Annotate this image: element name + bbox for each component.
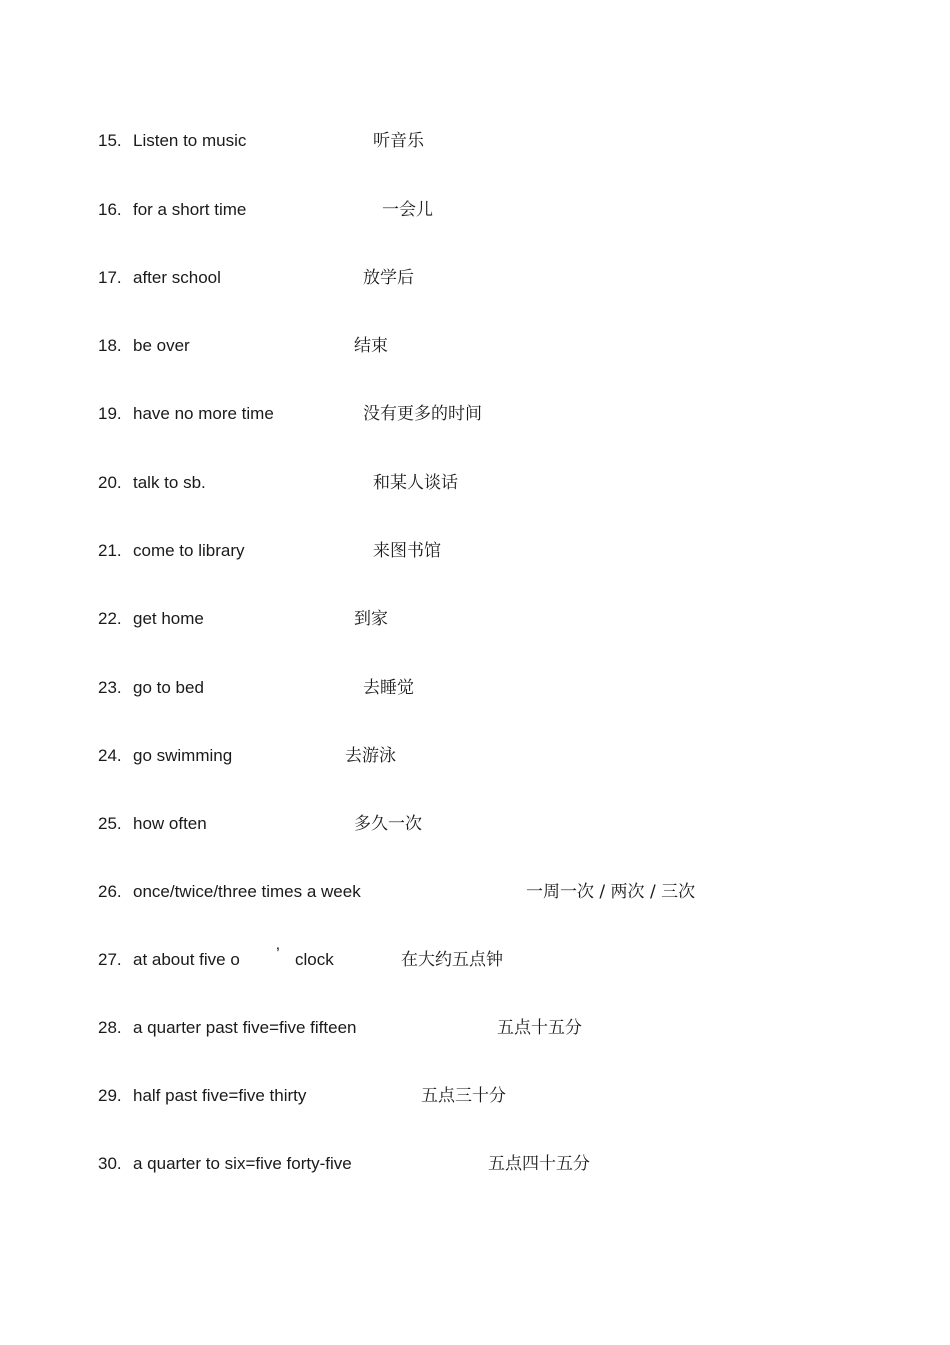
english-phrase: half past five=five thirty [133, 1086, 307, 1105]
chinese-translation: 没有更多的时间 [363, 404, 482, 424]
item-number: 18. [98, 336, 122, 355]
english-phrase-tail: clock [295, 950, 334, 969]
list-item [98, 471, 858, 495]
item-number: 29. [98, 1086, 122, 1105]
english-phrase: be over [133, 336, 190, 355]
list-item [98, 607, 858, 631]
list-item [98, 744, 858, 768]
item-number: 30. [98, 1154, 122, 1173]
english-phrase: after school [133, 268, 221, 287]
list-item [98, 198, 858, 222]
item-number: 19. [98, 404, 122, 423]
english-phrase: come to library [133, 541, 245, 560]
english-phrase: how often [133, 814, 207, 833]
item-number: 16. [98, 200, 122, 219]
chinese-translation: 到家 [354, 609, 388, 629]
item-number: 26. [98, 882, 122, 901]
item-number: 24. [98, 746, 122, 765]
english-phrase: once/twice/three times a week [133, 882, 361, 901]
chinese-translation: 结束 [354, 336, 388, 356]
apostrophe: ’ [276, 944, 280, 963]
item-number: 15. [98, 131, 122, 150]
chinese-translation: 去睡觉 [363, 678, 414, 698]
item-number: 21. [98, 541, 122, 560]
list-item [98, 539, 858, 563]
english-phrase: talk to sb. [133, 473, 206, 492]
chinese-translation: 五点四十五分 [488, 1154, 590, 1174]
english-phrase: Listen to music [133, 131, 247, 150]
chinese-translation: 一会儿 [382, 200, 433, 220]
list-item [98, 129, 858, 153]
list-item [98, 334, 858, 358]
chinese-translation: 和某人谈话 [373, 473, 458, 493]
chinese-translation: 去游泳 [345, 746, 396, 766]
chinese-translation: 五点十五分 [497, 1018, 582, 1038]
item-number: 25. [98, 814, 122, 833]
item-number: 20. [98, 473, 122, 492]
english-phrase: go swimming [133, 746, 233, 765]
chinese-translation: 在大约五点钟 [401, 950, 503, 970]
english-phrase: for a short time [133, 200, 247, 219]
english-phrase: have no more time [133, 404, 274, 423]
item-number: 17. [98, 268, 122, 287]
list-item [98, 402, 858, 426]
english-phrase: get home [133, 609, 204, 628]
list-item [98, 676, 858, 700]
list-item [98, 1084, 858, 1108]
chinese-translation: 五点三十分 [421, 1086, 506, 1106]
chinese-translation: 放学后 [363, 268, 414, 288]
list-item [98, 944, 858, 972]
english-phrase: go to bed [133, 678, 204, 697]
english-phrase: at about five o [133, 950, 240, 969]
list-item [98, 266, 858, 290]
chinese-translation: 来图书馆 [373, 541, 441, 561]
chinese-translation: 一周一次 / 两次 / 三次 [526, 882, 696, 902]
list-item [98, 812, 858, 836]
list-item [98, 880, 858, 904]
list-item [98, 1152, 858, 1176]
english-phrase: a quarter to six=five forty-five [133, 1154, 352, 1173]
item-number: 23. [98, 678, 122, 697]
item-number: 28. [98, 1018, 122, 1037]
list-item [98, 1016, 858, 1040]
chinese-translation: 多久一次 [354, 814, 422, 834]
english-phrase: a quarter past five=five fifteen [133, 1018, 357, 1037]
item-number: 27. [98, 950, 122, 969]
chinese-translation: 听音乐 [373, 131, 424, 151]
item-number: 22. [98, 609, 122, 628]
